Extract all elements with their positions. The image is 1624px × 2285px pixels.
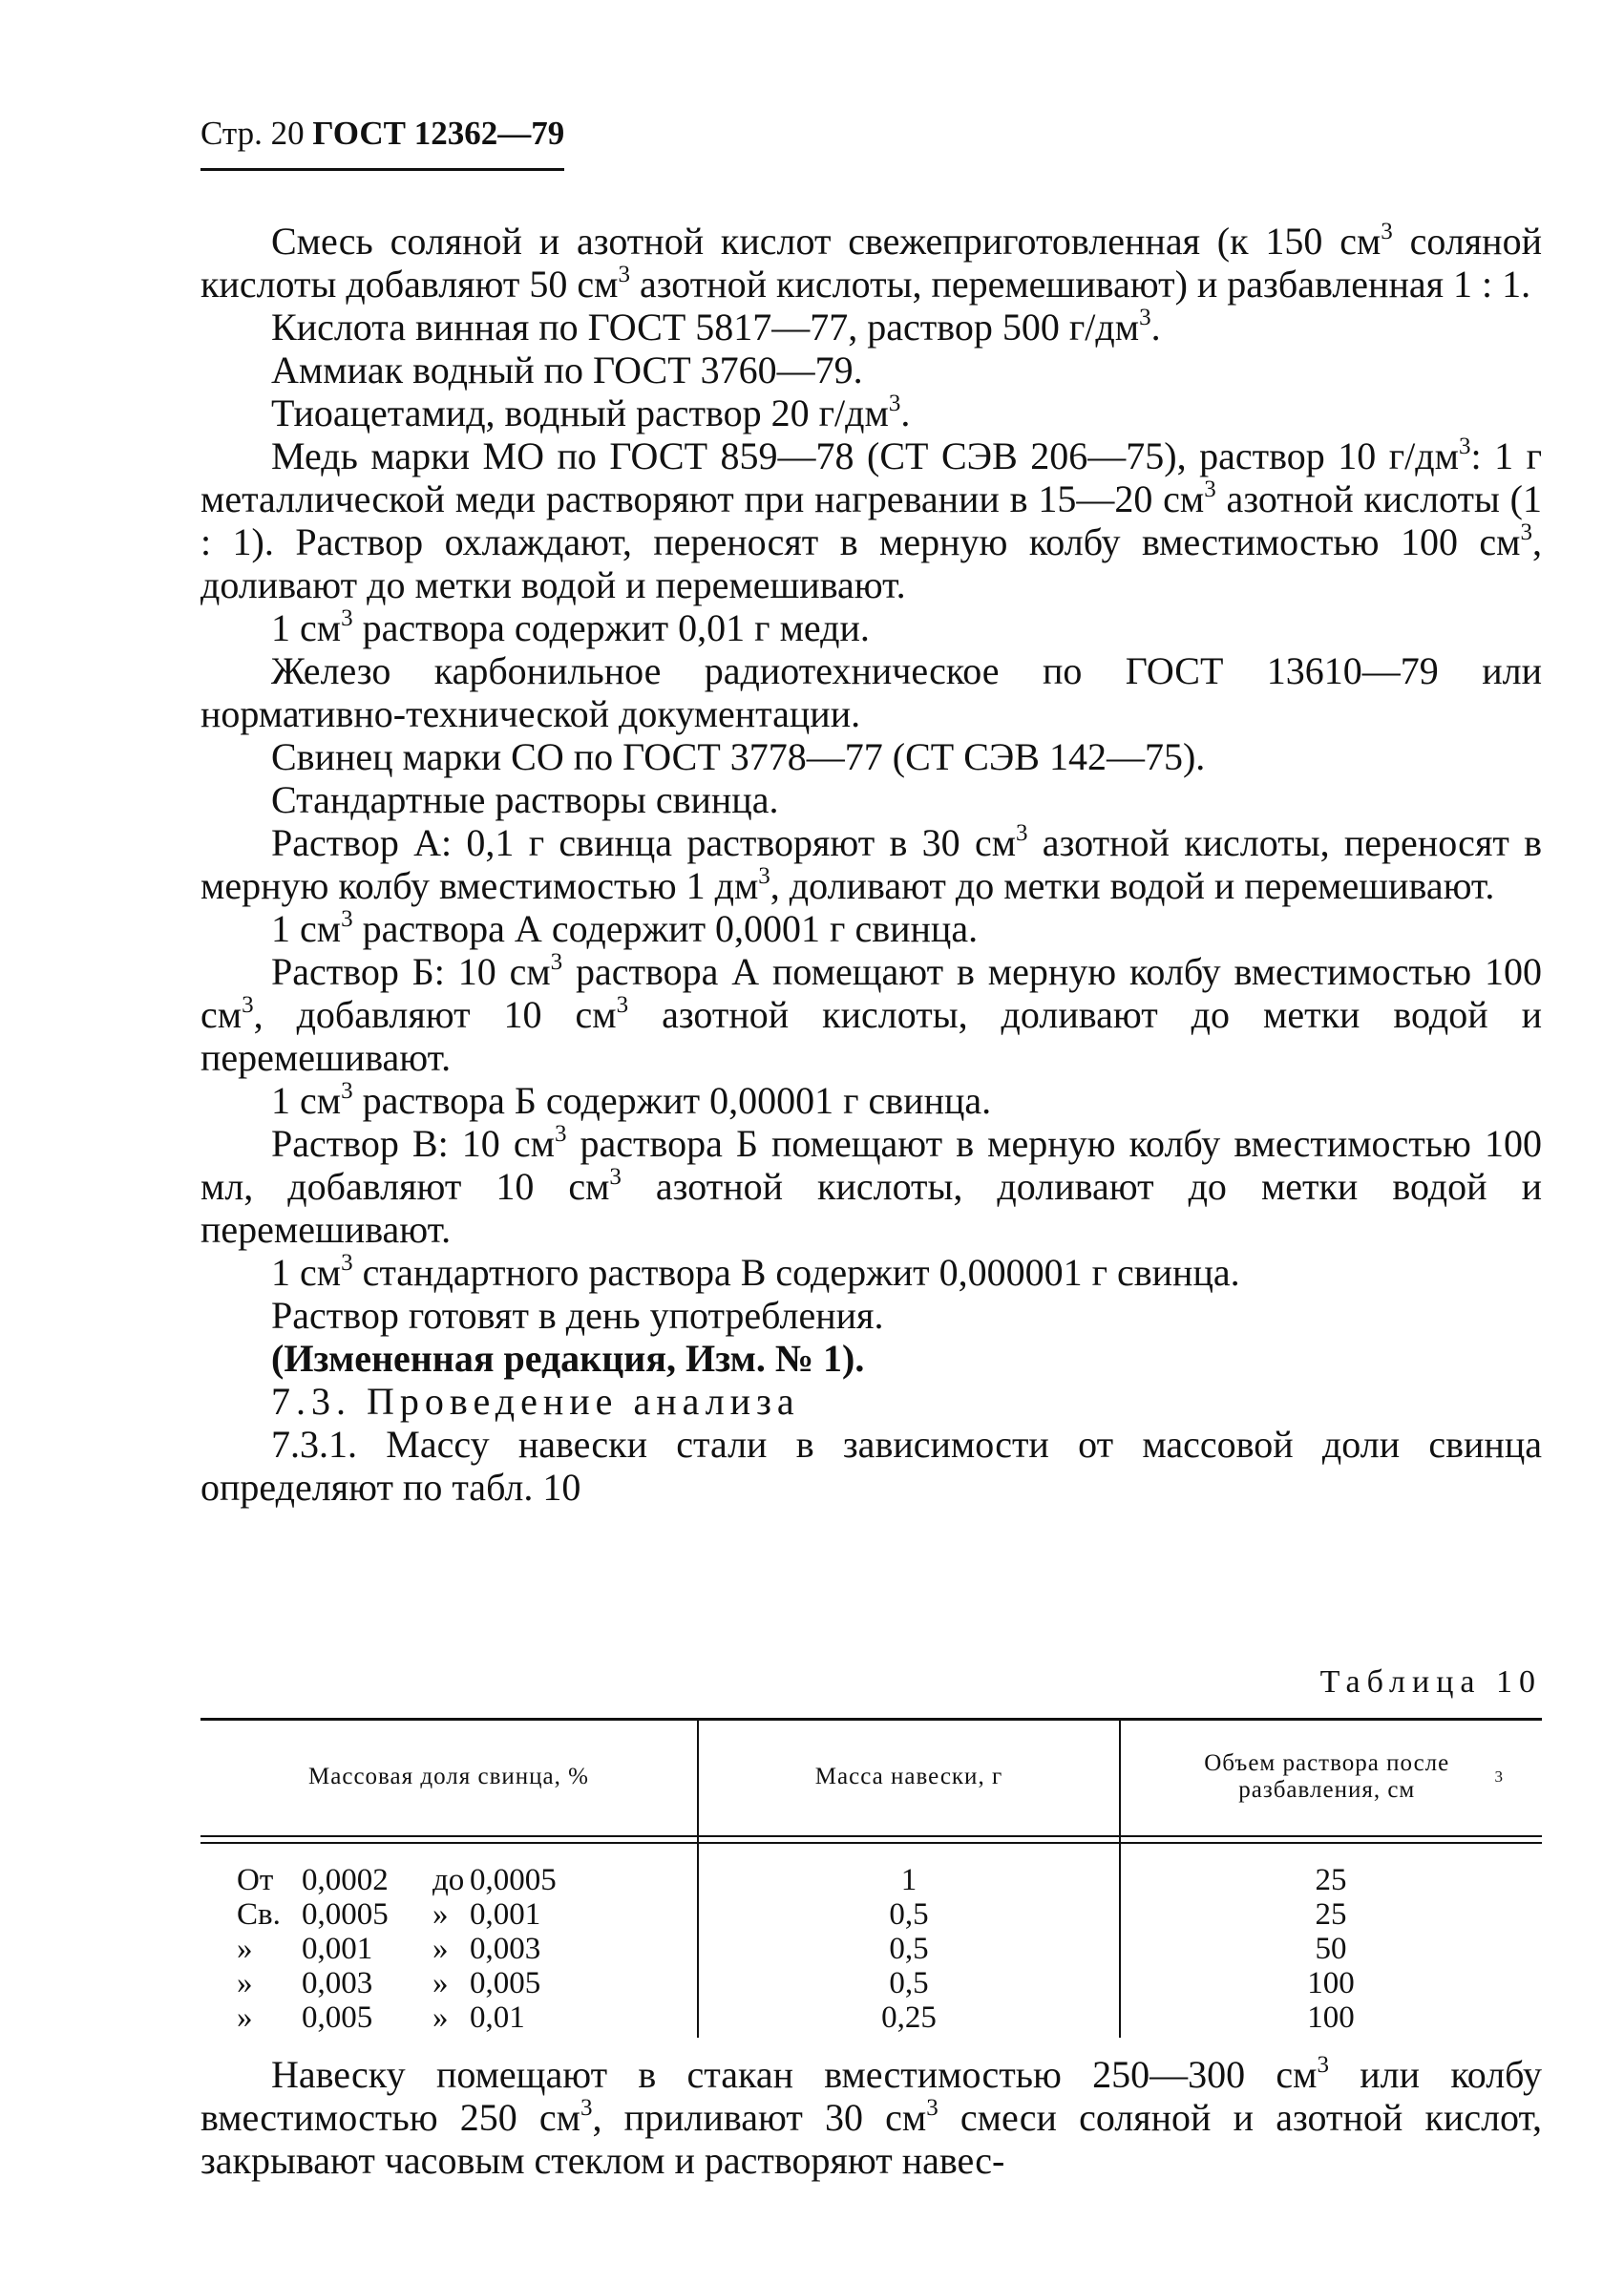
range-separator: » [432,1897,449,1932]
header-solution-volume: Объем раствора после разбавления, см 3 [1204,1749,1504,1803]
paragraph: 1 $см^3$ раствора Б содержит 0,00001 г свинца. [271,1078,992,1122]
range-prefix: Св. [237,1897,281,1932]
range-prefix: От [237,1863,274,1897]
range-from: 0,001 [302,1932,373,1966]
range-to: 0,003 [470,1932,541,1966]
range-to: 0,005 [470,1966,541,2000]
sample-mass-cell: 0,25 [881,2000,937,2035]
paragraph: Раствор А: 0,1 г свинца растворяют в 30 $см^3$ азотной кислоты, переносят в мерную колбу вместимостью 1 $дм^3$, доливают до метки водой и перемешивают. [200,820,1542,907]
range-separator: до [432,1863,465,1897]
solution-volume-cell: 25 [1315,1863,1347,1897]
range-from: 0,003 [302,1966,373,2000]
table-rule-header-1 [200,1835,1542,1837]
range-to: 0,0005 [470,1863,557,1897]
paragraph: Раствор В: 10 $см^3$ раствора Б помещают в мерную колбу вместимостью 100 мл, добавляют 10 $см^3$ азотной кислоты, доливают до метки водой и перемешивают. [200,1121,1542,1251]
range-to: 0,001 [470,1897,541,1932]
table-row [200,2000,1542,2035]
paragraph: Свинец марки СО по ГОСТ 3778—77 (СТ СЭВ 142—75). [271,735,1206,778]
range-separator: » [432,2000,449,2035]
paragraph: (Измененная редакция, Изм. № 1). [271,1337,865,1380]
header-lead-fraction: Массовая доля свинца, % [308,1763,589,1789]
table-10 [200,1718,1542,2038]
page-number: Стр. 20 [200,115,305,152]
range-prefix: » [237,1932,253,1966]
paragraph: Аммиак водный по ГОСТ 3760—79. [271,349,863,391]
range-prefix: » [237,2000,253,2035]
table-caption: Таблица 10 [1319,1664,1542,1700]
header-sample-mass: Масса навески, г [814,1763,1003,1789]
table-row [200,1966,1542,2000]
table-row [200,1897,1542,1932]
range-prefix: » [237,1966,253,2000]
paragraph: Смесь соляной и азотной кислот свежеприготовленная (к 150 $см^3$ соляной кислоты добавляют 50 $см^3$ азотной кислоты, перемешивают) и разбавленная 1 : 1. [200,219,1542,306]
standard-number: ГОСТ 12362—79 [312,115,565,152]
sample-mass-cell: 0,5 [889,1966,929,2000]
solution-volume-cell: 25 [1315,1897,1347,1932]
paragraph: Раствор Б: 10 $см^3$ раствора А помещают в мерную колбу вместимостью 100 $см^3$, добавляют 10 $см^3$ азотной кислоты, доливают до метки водой и перемешивают. [200,949,1542,1079]
table-body [200,1863,1542,2035]
paragraph: 1 $см^3$ раствора содержит 0,01 г меди. [271,605,870,649]
range-from: 0,0002 [302,1863,389,1897]
range-from: 0,0005 [302,1897,389,1932]
paragraph: 7.3.1. Массу навески стали в зависимости от массовой доли свинца определяют по табл. 10 [200,1423,1542,1509]
paragraph: 1 $см^3$ стандартного раствора В содержит 0,000001 г свинца. [271,1250,1240,1294]
range-separator: » [432,1932,449,1966]
page-header [200,115,564,171]
range-separator: » [432,1966,449,2000]
table-rule-header-2 [200,1842,1542,1844]
paragraph: Медь марки МО по ГОСТ 859—78 (СТ СЭВ 206—75), раствор 10 $г/дм^3$: 1 г металлической меди растворяют при нагревании в 15—20 $см^3$ азотной кислоты (1 : 1). Раствор охлаждают, переносят в мерную колбу вместимостью 100 $см^3$, доливают до метки водой и перемешивают. [200,434,1542,606]
paragraph: Раствор готовят в день употребления. [271,1294,884,1337]
paragraph: Железо карбонильное радиотехническое по ГОСТ 13610—79 или нормативно-технической документации. [200,649,1542,735]
range-from: 0,005 [302,2000,373,2035]
paragraph: 7.3. Проведение анализа [271,1380,800,1423]
range-to: 0,01 [470,2000,525,2035]
solution-volume-cell: 100 [1307,2000,1355,2035]
sample-mass-cell: 0,5 [889,1897,929,1932]
paragraph: Навеску помещают в стакан вместимостью 250—300 $см^3$ или колбу вместимостью 250 $см^3$, приливают 30 $см^3$ смеси соляной и азотной кислот, закрывают часовым стеклом и растворяют навес- [200,2052,1542,2182]
paragraph: Кислота винная по ГОСТ 5817—77, раствор 500 $г/дм^3$. [271,305,1161,349]
sample-mass-cell: 0,5 [889,1932,929,1966]
sample-mass-cell: 1 [900,1863,917,1897]
paragraph: Стандартные растворы свинца. [271,778,779,821]
table-row [200,1863,1542,1897]
body-text [200,220,1542,1509]
closing-text [200,2053,1542,2182]
solution-volume-cell: 50 [1315,1932,1347,1966]
table-row [200,1932,1542,1966]
solution-volume-cell: 100 [1307,1966,1355,2000]
paragraph: Тиоацетамид, водный раствор 20 $г/дм^3$. [271,391,911,434]
paragraph: 1 $см^3$ раствора А содержит 0,0001 г свинца. [271,906,979,950]
